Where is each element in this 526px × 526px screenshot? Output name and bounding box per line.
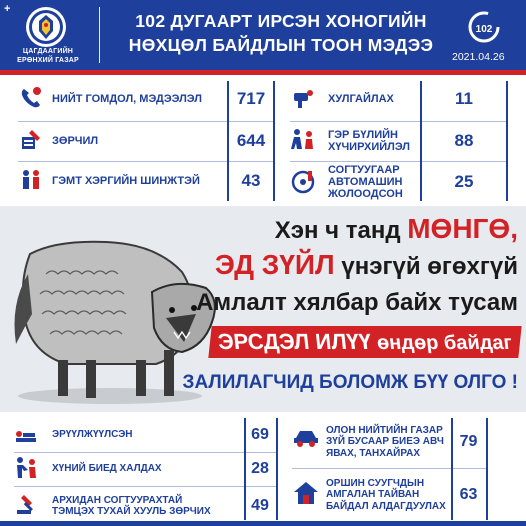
stat-row-violation — [18, 123, 278, 159]
stat-label: НИЙТ ГОМДОЛ, МЭДЭЭЛЭЛ — [52, 93, 202, 105]
theft-icon — [290, 85, 316, 111]
bottom-stripe — [0, 521, 526, 526]
slogan-text: өндөр байдаг — [375, 332, 514, 354]
stat-label-line: АМГАЛАН ТАЙВАН — [326, 489, 420, 501]
violation-icon — [18, 127, 44, 153]
phone-icon — [18, 85, 44, 111]
stat-label-line: ЗҮЙ БУСААР БИЕЭ АВЧ — [326, 436, 444, 448]
stat-label-line: АВТОМАШИН — [328, 176, 403, 188]
stat-row-domestic-violence — [290, 123, 522, 159]
stat-value: 43 — [241, 171, 261, 190]
stat-label-line: АРХИДАН СОГТУУРАХТАЙ — [52, 494, 183, 506]
car-icon — [292, 426, 320, 448]
stat-label-line: ОЛОН НИЙТИЙН ГАЗАР — [326, 424, 443, 436]
domestic-violence-icon — [290, 127, 316, 153]
gavel-icon — [14, 492, 38, 516]
row-divider — [290, 121, 506, 122]
slogan-highlight-box: ЭРСДЭЛ ИЛҮҮ — [216, 329, 373, 354]
stat-value: 717 — [236, 89, 266, 108]
value-separator-left-b — [276, 418, 278, 520]
slogan-highlight: ЭД ЗҮЙЛ — [214, 249, 335, 280]
stat-label-line: ТЭМЦЭХ ТУХАЙ ХУУЛЬ ЗӨРЧИХ — [52, 506, 211, 517]
police-emblem-icon — [20, 5, 72, 49]
stat-value: 69 — [251, 426, 269, 443]
row-divider — [14, 486, 276, 487]
stat-label-line: ОРШИН СУУГЧДЫН — [326, 477, 425, 489]
row-divider — [292, 468, 486, 469]
page-title — [104, 9, 458, 57]
house-icon — [292, 480, 320, 506]
stat-value: 49 — [251, 497, 269, 514]
stat-value: 25 — [454, 172, 474, 191]
slogan-highlight: МӨНГӨ, — [407, 213, 518, 244]
stat-label-line: ХҮЧИРХИЙЛЭЛ — [328, 141, 411, 153]
stat-label-line: ГЭР БҮЛИЙН — [328, 129, 398, 141]
row-divider — [18, 121, 273, 122]
crime-scene-icon — [18, 167, 44, 193]
slogan-text: үнэгүй өгөхгүй — [341, 253, 518, 280]
stat-label: ГЭМТ ХЭРГИЙН ШИНЖТЭЙ — [52, 175, 200, 187]
stat-label-line: СОГТУУГААР — [328, 164, 400, 176]
stat-label: ХҮНИЙ БИЕД ХАЛДАХ — [52, 463, 162, 475]
stat-label-line: ЖОЛООДСОН — [328, 188, 403, 200]
stat-label: ЭРҮҮЛЖҮҮЛСЭН — [52, 429, 133, 441]
value-separator-right-b — [486, 418, 488, 520]
stat-value: 11 — [455, 89, 473, 108]
stat-label-line: ЯВАХ, ТАНХАЙРАХ — [326, 447, 421, 459]
anti-fraud-banner — [0, 206, 526, 412]
stats-top-panel — [0, 75, 526, 206]
slogan-line4 — [208, 326, 521, 358]
stat-label — [52, 488, 242, 524]
badge-number: 102 — [475, 24, 493, 35]
stat-label-line: БАЙДАЛ АЛДАГДУУЛАХ — [326, 500, 446, 512]
stat-row-theft — [290, 81, 522, 117]
slogan-line3: Амлалт хялбар байх тусам — [196, 289, 518, 316]
header-bar — [0, 0, 526, 75]
stat-value: 88 — [454, 131, 474, 150]
emergency-102-badge-icon — [468, 10, 500, 44]
title-line2: НӨХЦӨЛ БАЙДЛЫН ТООН МЭДЭЭ — [128, 35, 434, 55]
header-divider — [99, 7, 100, 63]
stat-label — [326, 418, 452, 466]
stat-label: ЗӨРЧИЛ — [52, 135, 99, 147]
slogan-text: Хэн ч танд — [274, 217, 401, 244]
stats-bottom-panel — [0, 412, 526, 526]
injured-person-icon — [14, 424, 38, 446]
org-name-line1: ЦАГДААГИЙН — [22, 48, 74, 55]
stat-label — [326, 470, 452, 520]
stat-value: 644 — [236, 131, 266, 150]
stat-row-complaints — [18, 81, 278, 117]
stat-row-drunk-driving — [290, 161, 522, 203]
slogan-line5: ЗАЛИЛАГЧИД БОЛОМЖ БҮҮ ОЛГО ! — [182, 372, 518, 393]
title-line1: 102 ДУГААРТ ИРСЭН ХОНОГИЙН — [135, 11, 427, 31]
org-name-line2: ЕРӨНХИЙ ГАЗАР — [17, 57, 79, 64]
plus-icon: + — [4, 3, 11, 15]
stat-value: 79 — [459, 433, 478, 450]
stat-value: 28 — [251, 460, 269, 477]
row-divider — [14, 452, 276, 453]
drunk-driving-icon — [290, 169, 316, 195]
slogan-line2 — [215, 250, 518, 282]
report-date: 2021.04.26 — [452, 51, 505, 63]
stat-row-crime — [18, 163, 278, 199]
organization-name — [2, 47, 94, 65]
stat-value: 63 — [459, 486, 478, 503]
row-divider — [18, 161, 273, 162]
slogan-line1 — [275, 214, 518, 246]
stat-label: ХУЛГАЙЛАХ — [328, 93, 394, 105]
assault-icon — [14, 456, 38, 480]
